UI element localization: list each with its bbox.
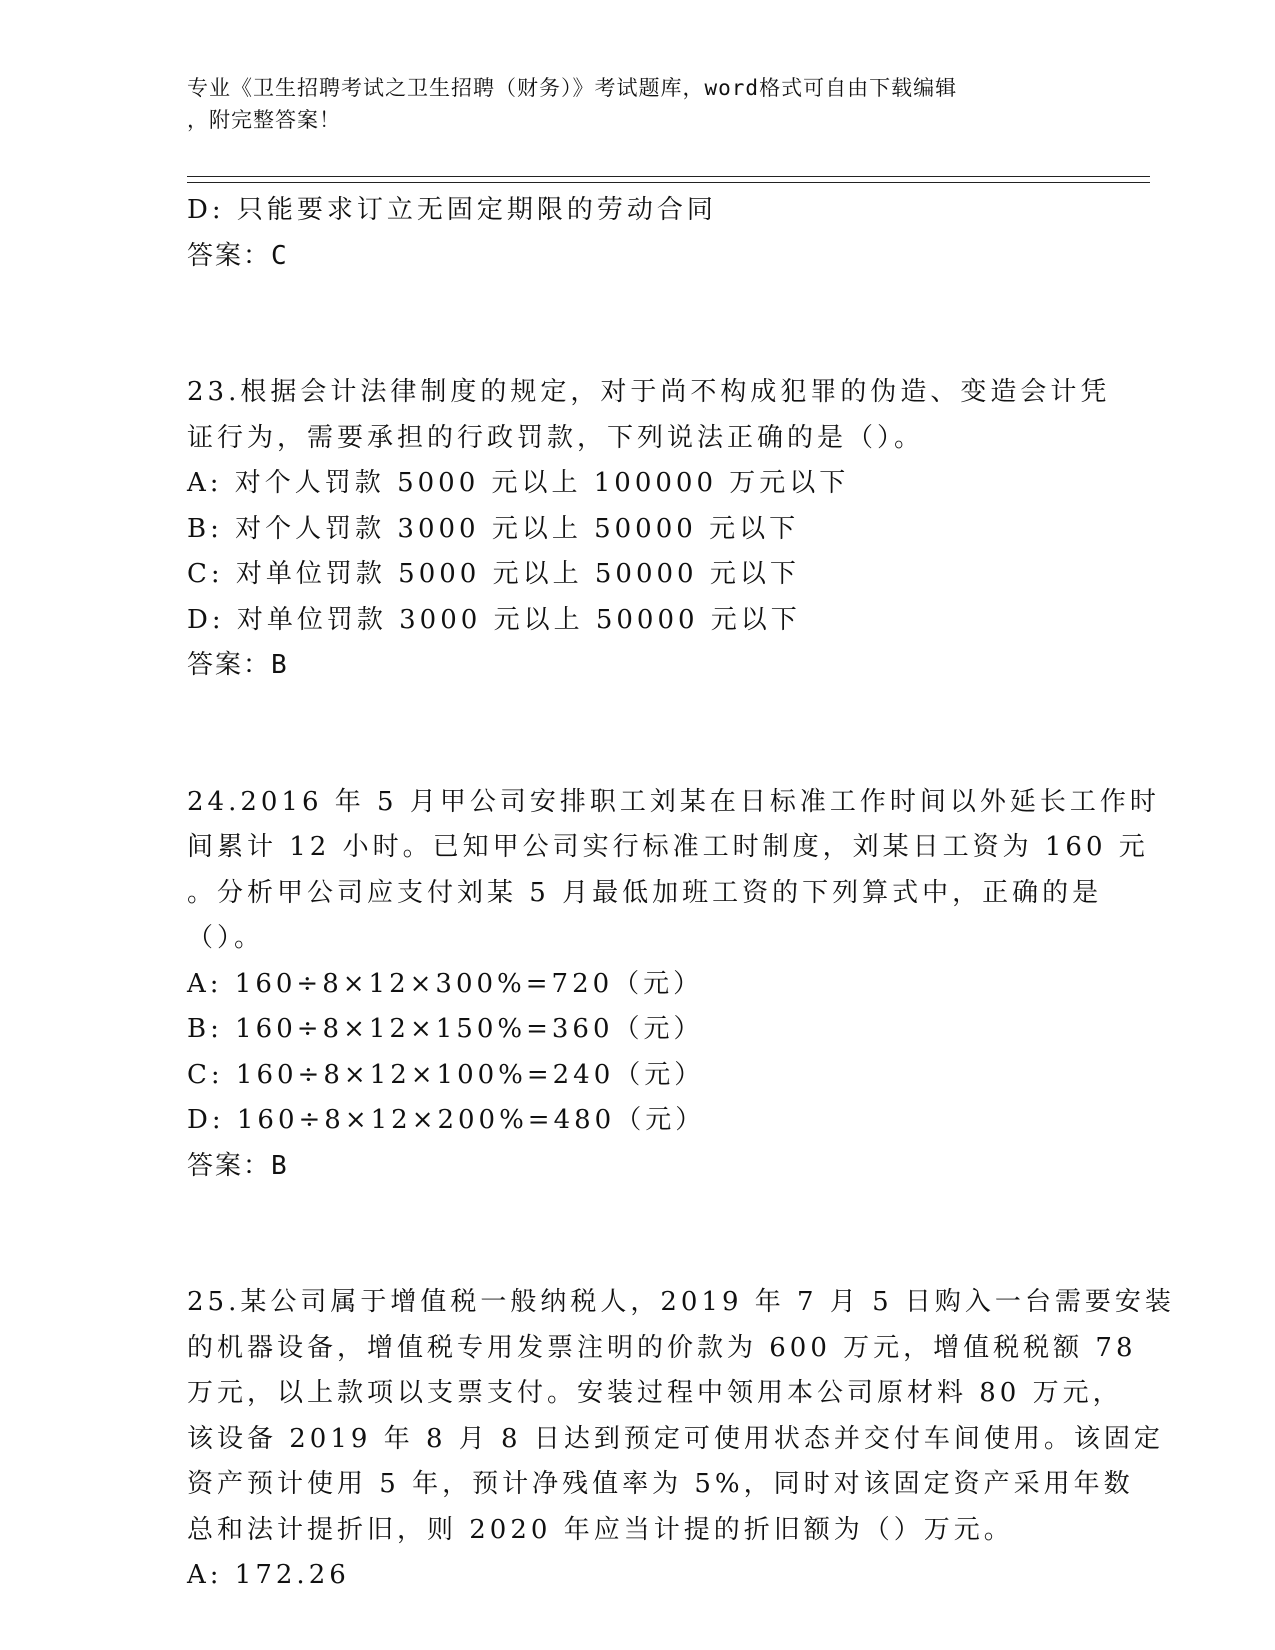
header-line-2: ，附完整答案！ [187,108,341,132]
q22-answer: 答案：C [187,240,289,271]
q23-stem-line-1: 23.根据会计法律制度的规定，对于尚不构成犯罪的伪造、变造会计凭 [187,377,1111,407]
header-divider-bottom [187,182,1150,183]
q24-stem-line-1: 24.2016 年 5 月甲公司安排职工刘某在日标准工作时间以外延长工作时 [187,786,1160,817]
spacer [187,1235,1087,1281]
q24-stem-line-3: 。分析甲公司应支付刘某 5 月最低加班工资的下列算式中，正确的是 [187,877,1103,908]
q24-option-b: B: 160÷8×12×150%=360（元） [187,1014,704,1044]
q22-option-d: D: 只能要求订立无固定期限的劳动合同 [187,195,717,225]
q25-stem-line-1: 25.某公司属于增值税一般纳税人，2019 年 7 月 5 日购入一台需要安装 [187,1287,1175,1317]
q23-option-b: B: 对个人罚款 3000 元以上 50000 元以下 [187,513,800,544]
q25-stem-line-3: 万元，以上款项以支票支付。安装过程中领用本公司原材料 80 万元， [187,1378,1123,1408]
q25-option-a: A: 172.26 [187,1560,350,1590]
header-line-1: 专业《卫生招聘考试之卫生招聘（财务）》考试题库，word格式可自由下载编辑 [187,76,958,100]
q24-option-a: A: 160÷8×12×300%=720（元） [187,968,704,999]
q25-stem-line-6: 总和法计提折旧，则 2020 年应当计提的折旧额为（）万元。 [187,1514,1014,1545]
q23-stem-line-2: 证行为，需要承担的行政罚款，下列说法正确的是（）。 [187,422,925,453]
q23-option-d: D: 对单位罚款 3000 元以上 50000 元以下 [187,604,801,635]
q24-option-d: D: 160÷8×12×200%=480（元） [187,1105,706,1135]
question-24 [187,780,1160,1190]
question-22-tail [187,188,1087,279]
q25-stem-line-2: 的机器设备，增值税专用发票注明的价款为 600 万元，增值税税额 78 [187,1332,1137,1363]
q25-stem-line-4: 该设备 2019 年 8 月 8 日达到预定可使用状态并交付车间使用。该固定 [187,1423,1164,1454]
q24-option-c: C: 160÷8×12×100%=240（元） [187,1059,705,1090]
q24-stem-line-4: （）。 [187,923,265,953]
q24-answer: 答案：B [187,1150,289,1181]
question-23 [187,370,1111,689]
spacer [187,1189,1087,1235]
question-content [187,188,1175,1599]
spacer [187,734,1087,780]
spacer [187,689,1087,735]
document-header [187,72,1087,136]
question-25 [187,1280,1175,1599]
spacer [187,279,1087,325]
q25-stem-line-5: 资产预计使用 5 年，预计净残值率为 5%，同时对该固定资产采用年数 [187,1469,1134,1499]
q23-option-a: A: 对个人罚款 5000 元以上 100000 万元以下 [187,468,850,498]
spacer [187,325,1087,371]
q24-stem-line-2: 间累计 12 小时。已知甲公司实行标准工时制度，刘某日工资为 160 元 [187,832,1149,862]
q23-answer: 答案：B [187,650,289,680]
header-divider-top [187,176,1150,177]
q23-option-c: C: 对单位罚款 5000 元以上 50000 元以下 [187,559,800,589]
